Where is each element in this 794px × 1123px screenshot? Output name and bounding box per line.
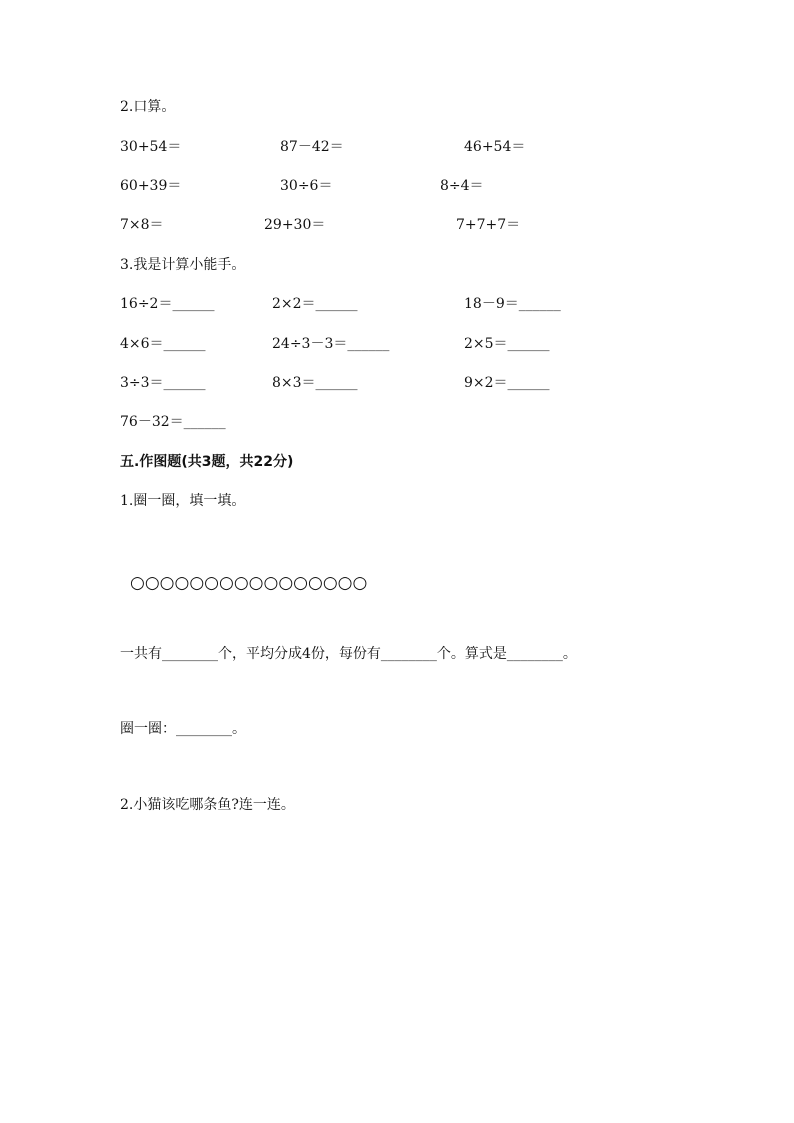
- oral-problem: 29+30＝: [264, 217, 326, 233]
- fill-sentence: 一共有________个，平均分成4份，每份有________个。算式是________。: [120, 646, 577, 662]
- question-title-cat-fish: 2.小猫该吃哪条鱼?连一连。: [120, 797, 295, 813]
- calc-problem: 4×6＝______: [120, 336, 206, 352]
- circle-answer-line: 圈一圈：________。: [120, 721, 246, 737]
- circles-row: ○○○○○○○○○○○○○○○○: [130, 573, 368, 593]
- calc-problem: 16÷2＝______: [120, 296, 215, 312]
- calc-problem: 24÷3－3＝______: [272, 336, 390, 352]
- oral-problem: 30+54＝: [120, 139, 182, 155]
- oral-problem: 60+39＝: [120, 178, 182, 194]
- question-title-circle: 1.圈一圈，填一填。: [120, 493, 246, 509]
- section-title-oral: 2.口算。: [120, 99, 176, 115]
- section-heading-drawing: 五.作图题(共3题，共22分): [120, 454, 294, 470]
- oral-problem: 7×8＝: [120, 217, 164, 233]
- oral-problem: 46+54＝: [464, 139, 526, 155]
- calc-problem: 8×3＝______: [272, 375, 358, 391]
- calc-problem: 2×5＝______: [464, 336, 550, 352]
- oral-problem: 87－42＝: [280, 139, 344, 155]
- calc-problem: 2×2＝______: [272, 296, 358, 312]
- calc-problem: 76－32＝______: [120, 414, 226, 430]
- oral-problem: 7+7+7＝: [456, 217, 521, 233]
- oral-problem: 8÷4＝: [440, 178, 484, 194]
- calc-problem: 18－9＝______: [464, 296, 561, 312]
- calc-problem: 3÷3＝______: [120, 375, 206, 391]
- oral-problem: 30÷6＝: [280, 178, 333, 194]
- calc-problem: 9×2＝______: [464, 375, 550, 391]
- section-title-calc: 3.我是计算小能手。: [120, 257, 246, 273]
